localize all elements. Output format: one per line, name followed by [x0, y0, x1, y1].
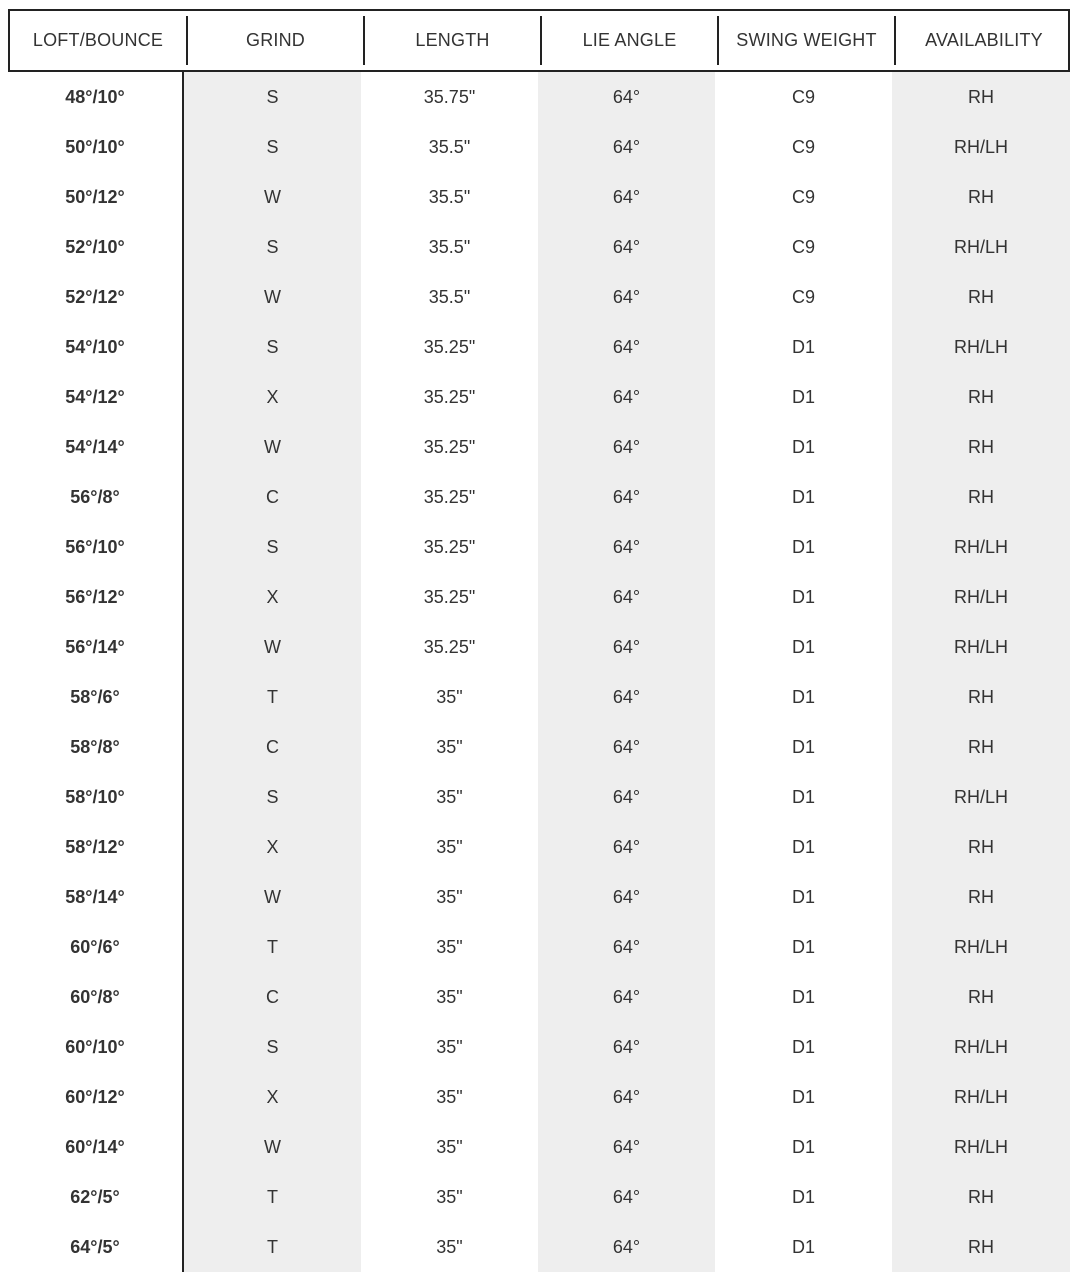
cell-length: 35.25" [423, 636, 476, 657]
header-availability: AVAILABILITY [894, 16, 1072, 65]
cell-grind: W [184, 622, 361, 672]
cell-availability: RH [892, 872, 1070, 922]
spec-table [8, 9, 1070, 1272]
cell-length: 35" [436, 1186, 463, 1207]
header-swing-weight: SWING WEIGHT [717, 16, 894, 65]
cell-swing-weight: D1 [791, 836, 815, 857]
cell-swing-weight: C9 [791, 86, 815, 107]
cell-availability: RH [892, 372, 1070, 422]
cell-grind: W [184, 272, 361, 322]
cell-swing-weight: D1 [791, 536, 815, 557]
table-body [8, 72, 1070, 1272]
cell-swing-weight: D1 [791, 1186, 815, 1207]
cell-grind: S [184, 122, 361, 172]
cell-lie-angle: 64° [538, 922, 715, 972]
cell-swing-weight: D1 [791, 1086, 815, 1107]
cell-lie-angle: 64° [538, 122, 715, 172]
cell-length: 35" [436, 1036, 463, 1057]
cell-availability: RH/LH [892, 572, 1070, 622]
cell-length: 35" [436, 786, 463, 807]
table-row [8, 972, 1070, 1022]
cell-availability: RH [892, 422, 1070, 472]
table-row [8, 922, 1070, 972]
cell-swing-weight: C9 [791, 136, 815, 157]
cell-swing-weight: D1 [791, 1036, 815, 1057]
cell-lie-angle: 64° [538, 172, 715, 222]
cell-grind: C [184, 472, 361, 522]
header-length: LENGTH [363, 16, 540, 65]
table-row [8, 872, 1070, 922]
cell-swing-weight: D1 [791, 986, 815, 1007]
cell-swing-weight: D1 [791, 586, 815, 607]
table-row [8, 722, 1070, 772]
cell-lie-angle: 64° [538, 272, 715, 322]
cell-availability: RH/LH [892, 622, 1070, 672]
cell-grind: X [184, 572, 361, 622]
cell-length: 35" [436, 936, 463, 957]
table-row [8, 272, 1070, 322]
cell-length: 35" [436, 986, 463, 1007]
cell-loft-bounce: 50°/10° [8, 122, 184, 172]
cell-lie-angle: 64° [538, 1222, 715, 1272]
cell-availability: RH/LH [892, 1072, 1070, 1122]
cell-swing-weight: D1 [791, 1236, 815, 1257]
header-grind: GRIND [186, 16, 363, 65]
cell-lie-angle: 64° [538, 772, 715, 822]
cell-lie-angle: 64° [538, 622, 715, 672]
cell-swing-weight: D1 [791, 436, 815, 457]
table-row [8, 472, 1070, 522]
cell-availability: RH [892, 272, 1070, 322]
cell-lie-angle: 64° [538, 872, 715, 922]
cell-availability: RH/LH [892, 322, 1070, 372]
cell-loft-bounce: 52°/12° [8, 272, 184, 322]
table-row [8, 772, 1070, 822]
table-row [8, 1172, 1070, 1222]
table-row [8, 1072, 1070, 1122]
cell-lie-angle: 64° [538, 522, 715, 572]
cell-swing-weight: D1 [791, 736, 815, 757]
cell-availability: RH [892, 72, 1070, 122]
cell-length: 35.25" [423, 536, 476, 557]
cell-length: 35.25" [423, 486, 476, 507]
cell-length: 35.25" [423, 386, 476, 407]
cell-swing-weight: D1 [791, 636, 815, 657]
cell-swing-weight: D1 [791, 886, 815, 907]
table-row [8, 672, 1070, 722]
cell-swing-weight: D1 [791, 1136, 815, 1157]
cell-length: 35.25" [423, 586, 476, 607]
table-row [8, 1122, 1070, 1172]
table-row [8, 1222, 1070, 1272]
cell-loft-bounce: 58°/14° [8, 872, 184, 922]
cell-availability: RH [892, 472, 1070, 522]
cell-grind: C [184, 722, 361, 772]
cell-availability: RH/LH [892, 1022, 1070, 1072]
table-row [8, 522, 1070, 572]
table-row [8, 1022, 1070, 1072]
cell-length: 35.75" [423, 86, 476, 107]
cell-loft-bounce: 48°/10° [8, 72, 184, 122]
cell-grind: W [184, 872, 361, 922]
cell-grind: S [184, 222, 361, 272]
cell-grind: S [184, 772, 361, 822]
cell-loft-bounce: 60°/10° [8, 1022, 184, 1072]
cell-loft-bounce: 64°/5° [8, 1222, 184, 1272]
cell-grind: T [184, 672, 361, 722]
cell-availability: RH [892, 722, 1070, 772]
cell-length: 35.5" [428, 286, 471, 307]
cell-grind: W [184, 172, 361, 222]
cell-lie-angle: 64° [538, 1022, 715, 1072]
cell-loft-bounce: 50°/12° [8, 172, 184, 222]
cell-availability: RH/LH [892, 122, 1070, 172]
cell-loft-bounce: 58°/12° [8, 822, 184, 872]
cell-availability: RH [892, 672, 1070, 722]
table-row [8, 422, 1070, 472]
cell-loft-bounce: 56°/12° [8, 572, 184, 622]
cell-loft-bounce: 54°/10° [8, 322, 184, 372]
cell-lie-angle: 64° [538, 472, 715, 522]
cell-availability: RH/LH [892, 522, 1070, 572]
cell-grind: T [184, 922, 361, 972]
cell-length: 35" [436, 1136, 463, 1157]
cell-loft-bounce: 60°/12° [8, 1072, 184, 1122]
cell-lie-angle: 64° [538, 322, 715, 372]
cell-length: 35" [436, 686, 463, 707]
cell-length: 35" [436, 736, 463, 757]
cell-grind: S [184, 1022, 361, 1072]
table-row [8, 822, 1070, 872]
cell-swing-weight: D1 [791, 936, 815, 957]
cell-lie-angle: 64° [538, 1172, 715, 1222]
cell-loft-bounce: 54°/14° [8, 422, 184, 472]
cell-lie-angle: 64° [538, 672, 715, 722]
cell-grind: T [184, 1172, 361, 1222]
cell-lie-angle: 64° [538, 822, 715, 872]
header-loft-bounce: LOFT/BOUNCE [32, 30, 164, 50]
table-row [8, 622, 1070, 672]
cell-length: 35.5" [428, 236, 471, 257]
cell-grind: W [184, 422, 361, 472]
cell-loft-bounce: 54°/12° [8, 372, 184, 422]
cell-loft-bounce: 60°/6° [8, 922, 184, 972]
table-row [8, 72, 1070, 122]
table-header [8, 9, 1070, 72]
cell-swing-weight: C9 [791, 286, 815, 307]
cell-grind: X [184, 372, 361, 422]
cell-lie-angle: 64° [538, 72, 715, 122]
cell-availability: RH [892, 1222, 1070, 1272]
cell-swing-weight: D1 [791, 786, 815, 807]
cell-availability: RH [892, 972, 1070, 1022]
table-row [8, 372, 1070, 422]
table-row [8, 322, 1070, 372]
cell-lie-angle: 64° [538, 1122, 715, 1172]
cell-swing-weight: C9 [791, 186, 815, 207]
cell-lie-angle: 64° [538, 422, 715, 472]
cell-swing-weight: C9 [791, 236, 815, 257]
cell-lie-angle: 64° [538, 372, 715, 422]
header-lie-angle: LIE ANGLE [540, 16, 717, 65]
cell-grind: X [184, 1072, 361, 1122]
cell-swing-weight: D1 [791, 686, 815, 707]
cell-length: 35" [436, 1086, 463, 1107]
cell-availability: RH/LH [892, 1122, 1070, 1172]
cell-loft-bounce: 62°/5° [8, 1172, 184, 1222]
cell-length: 35" [436, 886, 463, 907]
cell-availability: RH [892, 172, 1070, 222]
table-row [8, 222, 1070, 272]
cell-grind: C [184, 972, 361, 1022]
cell-swing-weight: D1 [791, 336, 815, 357]
cell-lie-angle: 64° [538, 222, 715, 272]
cell-length: 35.5" [428, 136, 471, 157]
cell-length: 35" [436, 836, 463, 857]
cell-loft-bounce: 52°/10° [8, 222, 184, 272]
cell-lie-angle: 64° [538, 972, 715, 1022]
cell-availability: RH [892, 1172, 1070, 1222]
cell-lie-angle: 64° [538, 722, 715, 772]
cell-length: 35.5" [428, 186, 471, 207]
cell-loft-bounce: 58°/8° [8, 722, 184, 772]
cell-grind: X [184, 822, 361, 872]
cell-loft-bounce: 58°/6° [8, 672, 184, 722]
cell-loft-bounce: 60°/8° [8, 972, 184, 1022]
cell-availability: RH [892, 822, 1070, 872]
table-row [8, 572, 1070, 622]
cell-swing-weight: D1 [791, 486, 815, 507]
cell-availability: RH/LH [892, 922, 1070, 972]
cell-grind: S [184, 322, 361, 372]
cell-availability: RH/LH [892, 222, 1070, 272]
cell-length: 35.25" [423, 436, 476, 457]
cell-lie-angle: 64° [538, 1072, 715, 1122]
cell-grind: T [184, 1222, 361, 1272]
cell-loft-bounce: 56°/8° [8, 472, 184, 522]
cell-loft-bounce: 60°/14° [8, 1122, 184, 1172]
table-row [8, 172, 1070, 222]
cell-availability: RH/LH [892, 772, 1070, 822]
cell-swing-weight: D1 [791, 386, 815, 407]
cell-loft-bounce: 58°/10° [8, 772, 184, 822]
cell-loft-bounce: 56°/14° [8, 622, 184, 672]
cell-lie-angle: 64° [538, 572, 715, 622]
table-row [8, 122, 1070, 172]
cell-grind: W [184, 1122, 361, 1172]
cell-grind: S [184, 72, 361, 122]
cell-length: 35.25" [423, 336, 476, 357]
cell-grind: S [184, 522, 361, 572]
cell-loft-bounce: 56°/10° [8, 522, 184, 572]
cell-length: 35" [436, 1236, 463, 1257]
